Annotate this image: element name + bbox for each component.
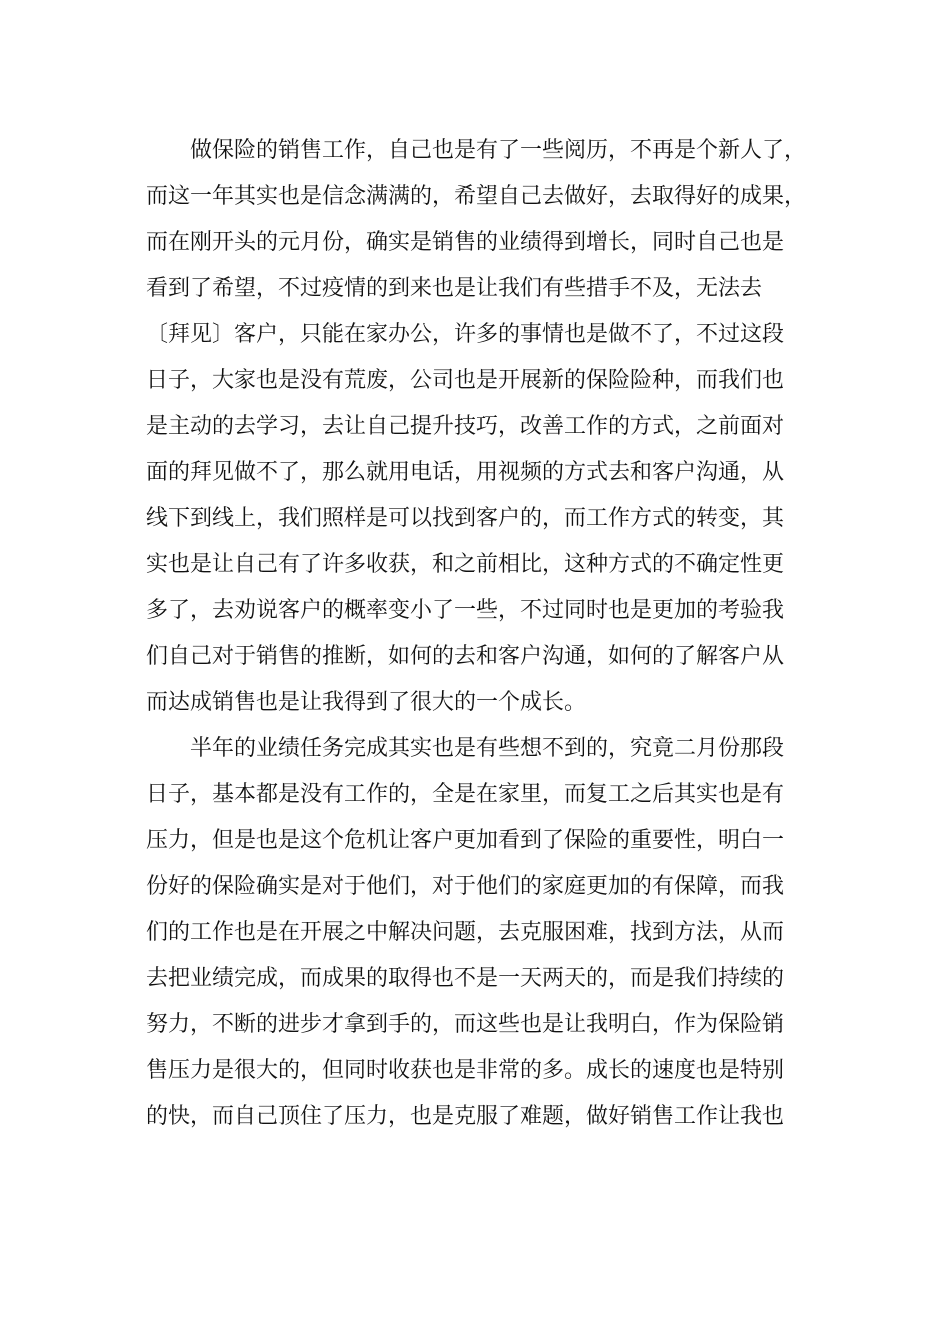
paragraph-line: 面的拜见做不了，那么就用电话，用视频的方式去和客户沟通，从 [146,460,785,485]
document-body [146,128,806,1140]
paragraph-line: 而在刚开头的元月份，确实是销售的业绩得到增长，同时自己也是 [146,230,785,255]
paragraph-line: 看到了希望，不过疫情的到来也是让我们有些措手不及，无法去 [146,276,763,301]
paragraph-line: 份好的保险确实是对于他们，对于他们的家庭更加的有保障，而我 [146,874,785,899]
paragraph-line: 的快，而自己顶住了压力，也是克服了难题，做好销售工作让我也 [146,1104,785,1129]
paragraph-line: 们自己对于销售的推断，如何的去和客户沟通，如何的了解客户从 [146,644,785,669]
paragraph-line: 半年的业绩任务完成其实也是有些想不到的，究竟二月份那段 [190,736,785,761]
paragraph-line: 实也是让自己有了许多收获，和之前相比，这种方式的不确定性更 [146,552,785,577]
paragraph-line: 多了，去劝说客户的概率变小了一些，不过同时也是更加的考验我 [146,598,785,623]
paragraph-1 [146,128,806,726]
paragraph-line: 售压力是很大的，但同时收获也是非常的多。成长的速度也是特别 [146,1058,785,1083]
paragraph-line: 日子，大家也是没有荒废，公司也是开展新的保险险种，而我们也 [146,368,785,393]
paragraph-line: 线下到线上，我们照样是可以找到客户的，而工作方式的转变，其 [146,506,785,531]
paragraph-line: 去把业绩完成，而成果的取得也不是一天两天的，而是我们持续的 [146,966,785,991]
paragraph-line: 做保险的销售工作，自己也是有了一些阅历，不再是个新人了， [190,138,807,163]
paragraph-2 [146,726,806,1140]
paragraph-line: 努力，不断的进步才拿到手的，而这些也是让我明白，作为保险销 [146,1012,785,1037]
paragraph-line: 〔拜见〕客户，只能在家办公，许多的事情也是做不了，不过这段 [146,322,785,347]
paragraph-line: 日子，基本都是没有工作的，全是在家里，而复工之后其实也是有 [146,782,785,807]
paragraph-line: 是主动的去学习，去让自己提升技巧，改善工作的方式，之前面对 [146,414,785,439]
paragraph-line: 而这一年其实也是信念满满的，希望自己去做好，去取得好的成果， [146,184,807,209]
paragraph-line: 们的工作也是在开展之中解决问题，去克服困难，找到方法，从而 [146,920,785,945]
paragraph-line: 压力，但是也是这个危机让客户更加看到了保险的重要性，明白一 [146,828,785,853]
paragraph-line: 而达成销售也是让我得到了很大的一个成长。 [146,690,587,715]
